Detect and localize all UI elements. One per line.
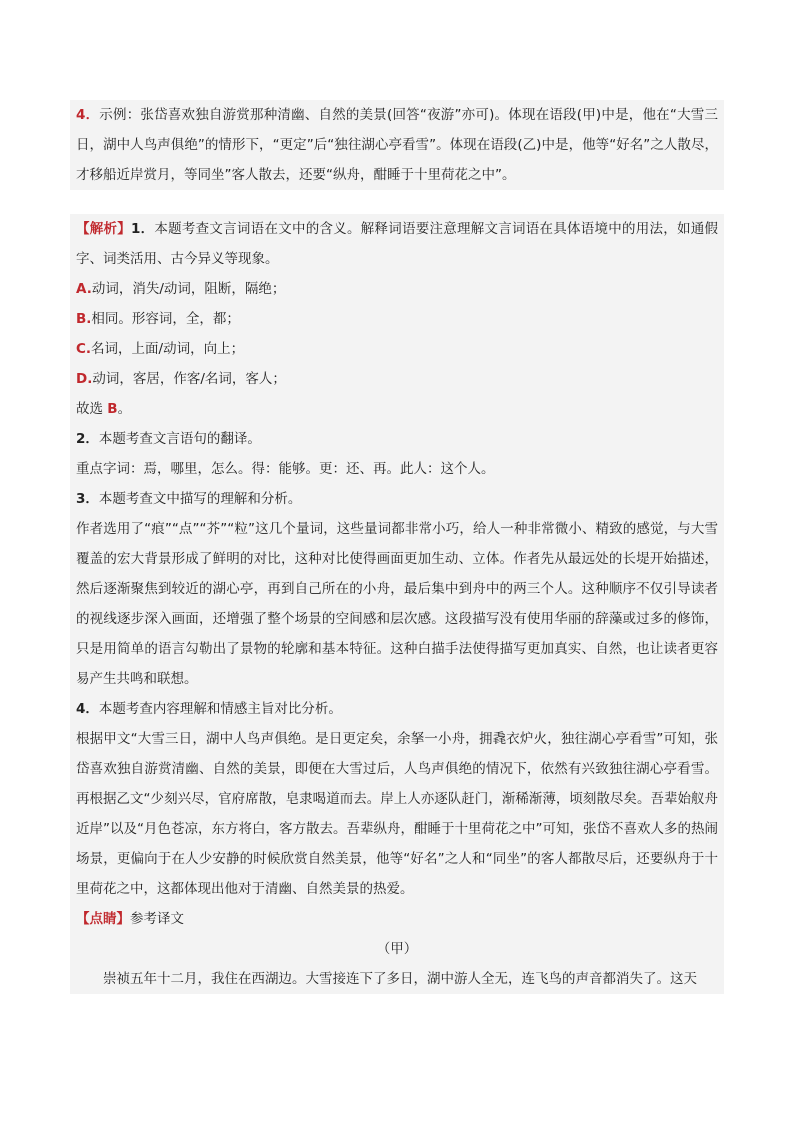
analysis-q1-paragraph (76, 214, 718, 274)
answer-choice-letter: B (107, 401, 118, 417)
answer-choice-suffix: 。 (117, 401, 132, 417)
option-d (76, 364, 718, 394)
answer-choice-prefix: 故选 (76, 401, 108, 417)
analysis-q4-heading (76, 694, 718, 724)
analysis-q4-text: 本题考查内容理解和情感主旨对比分析。 (98, 701, 342, 717)
analysis-q2-text: 本题考查文言语句的翻译。 (98, 431, 261, 447)
translation-first-line: 崇祯五年十二月，我住在西湖边。大雪接连下了多日，湖中游人全无，连飞鸟的声音都消失了。这天 (103, 971, 697, 987)
analysis-q3-detail: 作者选用了“痕”“点”“芥”“粒”这几个量词，这些量词都非常小巧，给人一种非常微小、精致的感觉，与大雪覆盖的宏大背景形成了鲜明的对比，这种对比使得画面更加生动、立体。作者先从最远处的长堤开始描述，然后逐渐聚焦到较近的湖心亭，再到自己所在的小舟，最后集中到舟中的两三个人。这种顺序不仅引导读者的视线逐步深入画面，还增强了整个场景的空间感和层次感。这段描写没有使用华丽的辞藻或过多的修饰，只是用简单的语言勾勒出了景物的轮廓和基本特征。这种白描手法使得描写更加真实、自然，也让读者更容易产生共鸣和联想。 (76, 521, 718, 687)
analysis-q3-text: 本题考查文中描写的理解和分析。 (98, 491, 302, 507)
option-a (76, 274, 718, 304)
analysis-block (70, 214, 724, 994)
analysis-tag: 【解析】 (76, 221, 132, 237)
option-b-letter: B. (76, 311, 92, 327)
document-page (70, 100, 724, 994)
analysis-q4-number: 4． (76, 701, 99, 717)
answer-4-number: 4． (76, 107, 100, 123)
analysis-q4-detail: 根据甲文“大雪三日，湖中人鸟声俱绝。是日更定矣，余拏一小舟，拥毳衣炉火，独往湖心亭看雪”可知，张岱喜欢独自游赏清幽、自然的美景，即便在大雪过后，人鸟声俱绝的情况下，依然有兴致独往湖心亭看雪。再根据乙文“少刻兴尽，官府席散，皂隶喝道而去。岸上人亦逐队赶门，渐稀渐薄，顷刻散尽矣。吾辈始舣舟近岸”以及“月色苍凉，东方将白，客方散去。吾辈纵舟，酣睡于十里荷花之中”可知，张岱不喜欢人多的热闹场景，更偏向于在人少安静的时候欣赏自然美景，他等“好名”之人和“同坐”的客人都散尽后，还要纵舟于十里荷花之中，这都体现出他对于清幽、自然美景的热爱。 (76, 731, 718, 897)
answer-choice (76, 394, 718, 424)
analysis-q2-number: 2． (76, 431, 99, 447)
analysis-q3-heading (76, 484, 718, 514)
analysis-q1-text: 本题考查文言词语在文中的含义。解释词语要注意理解文言词语在具体语境中的用法，如通假字、词类活用、古今异义等现象。 (76, 221, 719, 267)
option-c-text: 名词，上面/动词，向上； (91, 341, 245, 357)
analysis-q2-detail: 重点字词：焉，哪里，怎么。得：能够。更：还、再。此人：这个人。 (76, 461, 495, 477)
tip-text: 参考译文 (130, 911, 184, 927)
option-d-text: 动词，客居，作客/名词，客人； (92, 371, 286, 387)
analysis-q3-number: 3． (76, 491, 99, 507)
option-d-letter: D. (76, 371, 93, 387)
answer-4-text: 示例：张岱喜欢独自游赏那种清幽、自然的美景(回答“夜游”亦可)。体现在语段(甲)中是，他在“大雪三日，湖中人鸟声俱绝”的情形下，“更定”后“独往湖心亭看雪”。体现在语段(乙)中是，他等“好名”之人散尽，才移船近岸赏月，等同坐”客人散去，还要“纵舟，酣睡于十里荷花之中”。 (76, 107, 718, 183)
answer-4-paragraph (76, 100, 718, 190)
tip-tag: 【点睛】 (76, 911, 130, 927)
option-c (76, 334, 718, 364)
analysis-q2-heading (76, 424, 718, 454)
option-c-letter: C. (76, 341, 92, 357)
tip-paragraph (76, 904, 718, 934)
section-gap (70, 190, 724, 214)
option-a-text: 动词，消失/动词，阻断，隔绝； (91, 281, 286, 297)
option-b (76, 304, 718, 334)
analysis-q1-number: 1． (131, 221, 155, 237)
option-b-text: 相同。形容词，全，都； (91, 311, 240, 327)
translation-heading: （甲） (376, 941, 418, 957)
option-a-letter: A. (76, 281, 92, 297)
answer-4-block (70, 100, 724, 190)
